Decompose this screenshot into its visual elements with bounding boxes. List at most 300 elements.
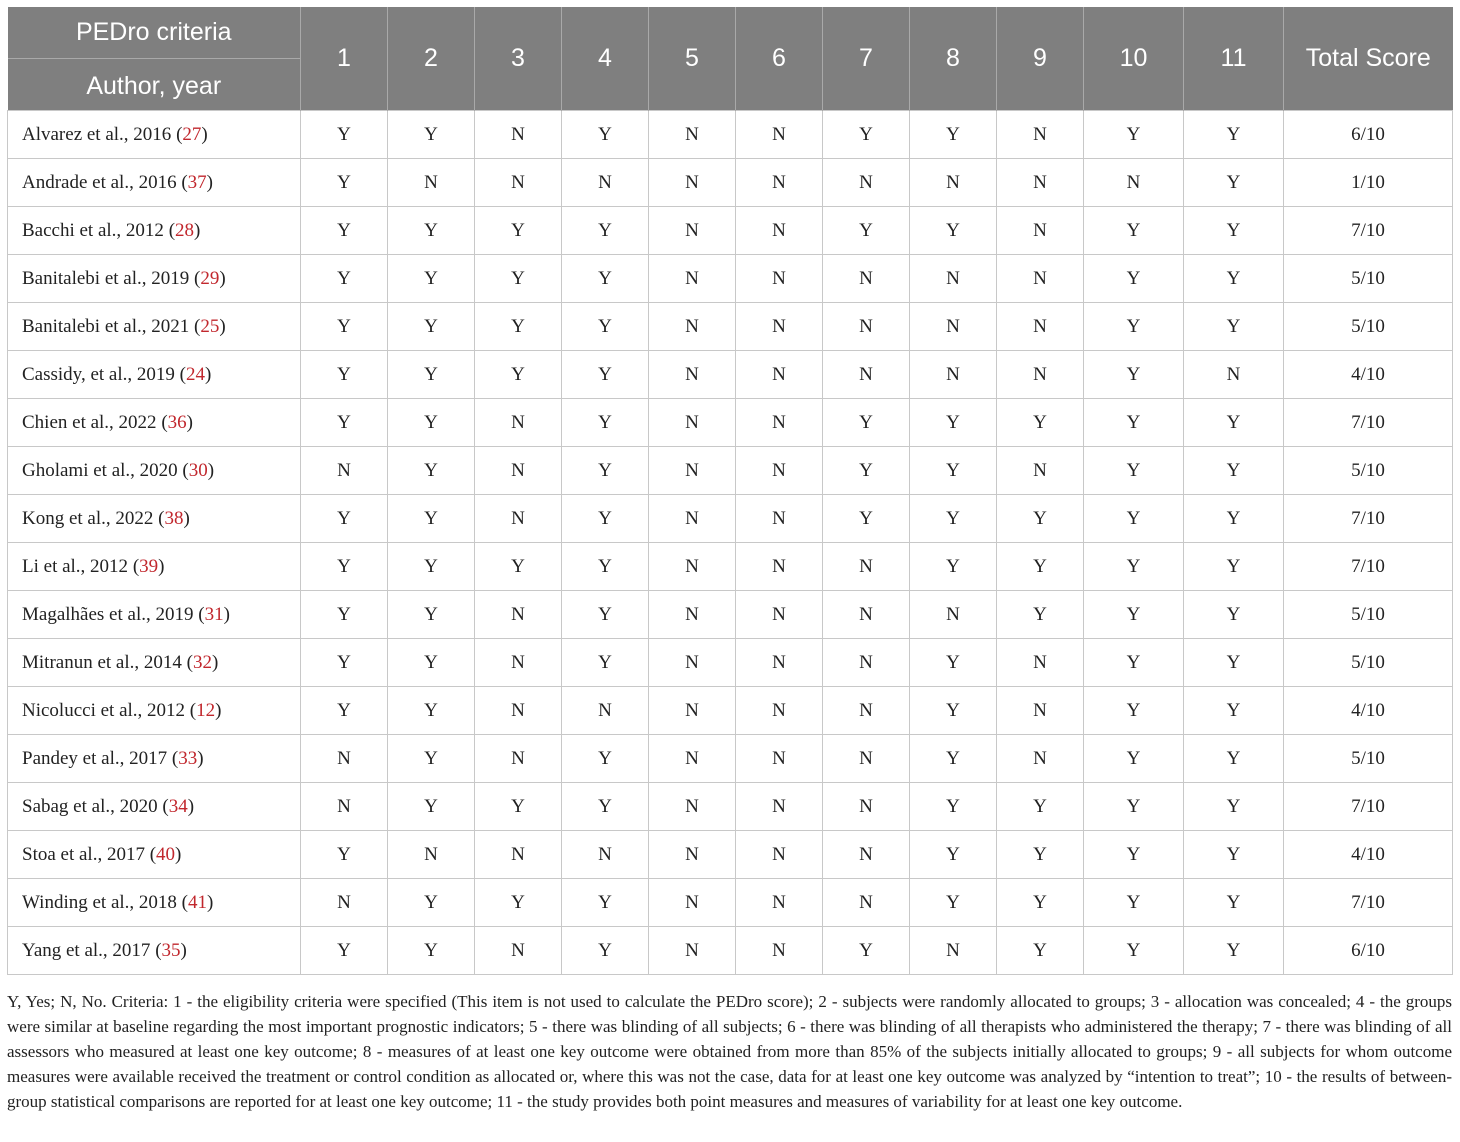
criterion-3-cell: N [475, 687, 562, 735]
criterion-1-cell: Y [301, 687, 388, 735]
reference-link[interactable]: 32 [192, 651, 212, 673]
table-row [8, 783, 1453, 831]
table-row [8, 255, 1453, 303]
criterion-5-cell: N [649, 255, 736, 303]
criterion-4-cell: Y [562, 495, 649, 543]
criterion-4-cell: Y [562, 783, 649, 831]
table-row [8, 543, 1453, 591]
criterion-5-cell: N [649, 831, 736, 879]
criterion-8-cell: N [910, 591, 997, 639]
criterion-5-cell: N [649, 495, 736, 543]
author-name: Banitalebi et al., 2019 [22, 267, 190, 289]
author-cell: Kong et al., 2022 (38) [8, 495, 301, 543]
criterion-1-cell: Y [301, 591, 388, 639]
criterion-2-cell: Y [388, 687, 475, 735]
criterion-6-cell: N [736, 207, 823, 255]
criterion-4-cell: Y [562, 927, 649, 975]
criterion-5-cell: N [649, 927, 736, 975]
criterion-10-cell: Y [1084, 207, 1184, 255]
criterion-7-cell: N [823, 303, 910, 351]
author-cell: Nicolucci et al., 2012 (12) [8, 687, 301, 735]
reference-link[interactable]: 39 [139, 555, 159, 577]
criterion-4-cell: Y [562, 543, 649, 591]
author-cell: Alvarez et al., 2016 (27) [8, 111, 301, 159]
author-name: Stoa et al., 2017 [22, 843, 145, 865]
criterion-3-cell: N [475, 591, 562, 639]
criterion-9-cell: N [997, 639, 1084, 687]
author-cell: Chien et al., 2022 (36) [8, 399, 301, 447]
criterion-7-cell: N [823, 159, 910, 207]
criterion-1-cell: N [301, 447, 388, 495]
header-criterion-7: 7 [823, 7, 910, 111]
criterion-10-cell: Y [1084, 927, 1184, 975]
criterion-10-cell: Y [1084, 255, 1184, 303]
criterion-7-cell: N [823, 639, 910, 687]
criterion-8-cell: Y [910, 735, 997, 783]
criterion-1-cell: Y [301, 639, 388, 687]
criterion-6-cell: N [736, 255, 823, 303]
author-cell: Li et al., 2012 (39) [8, 543, 301, 591]
criterion-11-cell: Y [1184, 879, 1284, 927]
criterion-6-cell: N [736, 111, 823, 159]
criterion-11-cell: Y [1184, 543, 1284, 591]
criterion-7-cell: N [823, 783, 910, 831]
total-score-cell: 7/10 [1284, 543, 1453, 591]
criterion-4-cell: Y [562, 735, 649, 783]
criterion-7-cell: N [823, 591, 910, 639]
reference-link[interactable]: 40 [156, 843, 176, 865]
author-cell: Mitranun et al., 2014 (32) [8, 639, 301, 687]
criterion-2-cell: Y [388, 639, 475, 687]
header-criterion-8: 8 [910, 7, 997, 111]
criterion-6-cell: N [736, 831, 823, 879]
criterion-5-cell: N [649, 783, 736, 831]
criterion-8-cell: Y [910, 783, 997, 831]
criterion-8-cell: N [910, 927, 997, 975]
reference-link[interactable]: 41 [187, 891, 207, 913]
criterion-3-cell: N [475, 735, 562, 783]
criterion-5-cell: N [649, 351, 736, 399]
criterion-10-cell: Y [1084, 831, 1184, 879]
criterion-6-cell: N [736, 927, 823, 975]
total-score-cell: 6/10 [1284, 111, 1453, 159]
criterion-3-cell: N [475, 639, 562, 687]
reference-link[interactable]: 37 [187, 171, 207, 193]
criterion-9-cell: Y [997, 831, 1084, 879]
criterion-5-cell: N [649, 639, 736, 687]
criterion-1-cell: Y [301, 111, 388, 159]
criterion-2-cell: Y [388, 735, 475, 783]
criterion-6-cell: N [736, 303, 823, 351]
author-cell: Stoa et al., 2017 (40) [8, 831, 301, 879]
criterion-1-cell: Y [301, 159, 388, 207]
criterion-11-cell: Y [1184, 255, 1284, 303]
author-cell: Gholami et al., 2020 (30) [8, 447, 301, 495]
criterion-6-cell: N [736, 399, 823, 447]
author-name: Banitalebi et al., 2021 [22, 315, 190, 337]
criterion-5-cell: N [649, 399, 736, 447]
criterion-2-cell: Y [388, 303, 475, 351]
table-row [8, 399, 1453, 447]
reference-link[interactable]: 24 [185, 363, 205, 385]
total-score-cell: 5/10 [1284, 639, 1453, 687]
criterion-9-cell: N [997, 303, 1084, 351]
criterion-1-cell: N [301, 879, 388, 927]
author-cell: Cassidy, et al., 2019 (24) [8, 351, 301, 399]
author-name: Cassidy, et al., 2019 [22, 363, 175, 385]
criterion-9-cell: N [997, 735, 1084, 783]
total-score-cell: 7/10 [1284, 399, 1453, 447]
total-score-cell: 7/10 [1284, 207, 1453, 255]
criterion-9-cell: Y [997, 591, 1084, 639]
criterion-11-cell: Y [1184, 495, 1284, 543]
criterion-4-cell: Y [562, 255, 649, 303]
criterion-4-cell: N [562, 159, 649, 207]
table-row [8, 927, 1453, 975]
criterion-5-cell: N [649, 303, 736, 351]
author-cell: Sabag et al., 2020 (34) [8, 783, 301, 831]
criterion-8-cell: N [910, 351, 997, 399]
criterion-7-cell: N [823, 351, 910, 399]
criterion-3-cell: Y [475, 255, 562, 303]
criterion-5-cell: N [649, 591, 736, 639]
criterion-3-cell: N [475, 447, 562, 495]
header-criterion-9: 9 [997, 7, 1084, 111]
table-row [8, 735, 1453, 783]
criterion-3-cell: Y [475, 879, 562, 927]
total-score-cell: 5/10 [1284, 735, 1453, 783]
criterion-11-cell: Y [1184, 207, 1284, 255]
criterion-7-cell: N [823, 735, 910, 783]
header-criterion-5: 5 [649, 7, 736, 111]
reference-link[interactable]: 36 [167, 411, 187, 433]
author-cell: Banitalebi et al., 2021 (25) [8, 303, 301, 351]
criterion-8-cell: Y [910, 879, 997, 927]
criterion-5-cell: N [649, 159, 736, 207]
criterion-9-cell: Y [997, 927, 1084, 975]
reference-link[interactable]: 12 [196, 699, 216, 721]
criterion-4-cell: Y [562, 399, 649, 447]
author-name: Bacchi et al., 2012 [22, 219, 164, 241]
criterion-2-cell: Y [388, 927, 475, 975]
header-total-score: Total Score [1284, 7, 1453, 111]
criterion-5-cell: N [649, 447, 736, 495]
table-row [8, 207, 1453, 255]
criterion-3-cell: N [475, 495, 562, 543]
criterion-3-cell: N [475, 159, 562, 207]
author-name: Chien et al., 2022 [22, 411, 157, 433]
criterion-11-cell: Y [1184, 831, 1284, 879]
table-row [8, 159, 1453, 207]
reference-link[interactable]: 38 [164, 507, 184, 529]
table-row [8, 879, 1453, 927]
criterion-7-cell: N [823, 879, 910, 927]
criterion-1-cell: Y [301, 303, 388, 351]
criterion-10-cell: Y [1084, 495, 1184, 543]
table-footnote: Y, Yes; N, No. Criteria: 1 - the eligibility criteria were specified (This item is not used to calculate the PEDro score); 2 - subjects were randomly allocated to groups; 3 - allocation was concealed; 4 - the groups were similar at baseline regarding the most important prognostic indicators; 5 - there was blinding of all subjects; 6 - there was blinding of all therapists who administered the therapy; 7 - there was blinding of all assessors who measured at least one key outcome; 8 - measures of at least one key outcome were obtained from more than 85% of the subjects initially allocated to groups; 9 - all subjects for whom outcome measures were available received the treatment or control condition as allocated or, where this was not the case, data for at least one key outcome was analyzed by “intention to treat”; 10 - the results of between-group statistical comparisons are reported for at least one key outcome; 11 - the study provides both point measures and measures of variability for at least one key outcome. [7, 992, 1452, 1111]
criterion-6-cell: N [736, 447, 823, 495]
criterion-8-cell: Y [910, 447, 997, 495]
criterion-6-cell: N [736, 543, 823, 591]
criterion-8-cell: Y [910, 111, 997, 159]
author-name: Nicolucci et al., 2012 [22, 699, 186, 721]
criterion-2-cell: Y [388, 543, 475, 591]
author-cell: Pandey et al., 2017 (33) [8, 735, 301, 783]
criterion-4-cell: Y [562, 639, 649, 687]
criterion-11-cell: Y [1184, 111, 1284, 159]
criterion-8-cell: Y [910, 543, 997, 591]
total-score-cell: 4/10 [1284, 351, 1453, 399]
criterion-3-cell: Y [475, 351, 562, 399]
table-row [8, 303, 1453, 351]
total-score-cell: 6/10 [1284, 927, 1453, 975]
criterion-4-cell: Y [562, 111, 649, 159]
author-cell: Winding et al., 2018 (41) [8, 879, 301, 927]
criterion-1-cell: Y [301, 399, 388, 447]
criterion-1-cell: Y [301, 831, 388, 879]
criterion-3-cell: N [475, 399, 562, 447]
criterion-6-cell: N [736, 351, 823, 399]
criterion-8-cell: Y [910, 207, 997, 255]
author-cell: Banitalebi et al., 2019 (29) [8, 255, 301, 303]
criterion-5-cell: N [649, 543, 736, 591]
criterion-4-cell: Y [562, 351, 649, 399]
criterion-6-cell: N [736, 159, 823, 207]
author-name: Yang et al., 2017 [22, 939, 151, 961]
criterion-5-cell: N [649, 111, 736, 159]
criterion-1-cell: N [301, 783, 388, 831]
pedro-table-container [7, 7, 1452, 975]
reference-link[interactable]: 31 [204, 603, 224, 625]
criteria-label: PEDro criteria [8, 7, 301, 59]
criterion-5-cell: N [649, 735, 736, 783]
header-criterion-4: 4 [562, 7, 649, 111]
criterion-6-cell: N [736, 879, 823, 927]
header-criterion-10: 10 [1084, 7, 1184, 111]
criterion-3-cell: Y [475, 207, 562, 255]
criterion-7-cell: Y [823, 399, 910, 447]
criterion-3-cell: N [475, 927, 562, 975]
criterion-2-cell: Y [388, 495, 475, 543]
criterion-2-cell: Y [388, 255, 475, 303]
header-criterion-11: 11 [1184, 7, 1284, 111]
author-label: Author, year [86, 72, 222, 100]
reference-link[interactable]: 35 [161, 939, 181, 961]
criterion-4-cell: Y [562, 591, 649, 639]
criterion-2-cell: Y [388, 207, 475, 255]
criterion-10-cell: Y [1084, 879, 1184, 927]
criterion-5-cell: N [649, 879, 736, 927]
author-name: Pandey et al., 2017 [22, 747, 168, 769]
criterion-4-cell: Y [562, 303, 649, 351]
total-score-cell: 7/10 [1284, 495, 1453, 543]
author-name: Kong et al., 2022 [22, 507, 154, 529]
criterion-7-cell: Y [823, 495, 910, 543]
criterion-8-cell: Y [910, 687, 997, 735]
total-score-cell: 5/10 [1284, 303, 1453, 351]
criterion-10-cell: Y [1084, 111, 1184, 159]
table-row [8, 591, 1453, 639]
criterion-8-cell: N [910, 255, 997, 303]
total-score-cell: 4/10 [1284, 831, 1453, 879]
criterion-11-cell: Y [1184, 639, 1284, 687]
table-row [8, 447, 1453, 495]
criterion-1-cell: Y [301, 207, 388, 255]
author-name: Magalhães et al., 2019 [22, 603, 194, 625]
criterion-2-cell: Y [388, 591, 475, 639]
table-row [8, 495, 1453, 543]
author-cell: Magalhães et al., 2019 (31) [8, 591, 301, 639]
total-score-cell: 1/10 [1284, 159, 1453, 207]
criterion-7-cell: Y [823, 447, 910, 495]
criterion-6-cell: N [736, 495, 823, 543]
reference-link[interactable]: 28 [175, 219, 195, 241]
criterion-1-cell: N [301, 735, 388, 783]
author-name: Winding et al., 2018 [22, 891, 177, 913]
header-criterion-1: 1 [301, 7, 388, 111]
criterion-11-cell: Y [1184, 447, 1284, 495]
criterion-7-cell: N [823, 687, 910, 735]
criterion-7-cell: N [823, 831, 910, 879]
pedro-table [7, 7, 1453, 975]
table-header [8, 7, 1453, 111]
criterion-4-cell: Y [562, 879, 649, 927]
criterion-4-cell: N [562, 687, 649, 735]
criterion-11-cell: Y [1184, 927, 1284, 975]
criterion-6-cell: N [736, 639, 823, 687]
criterion-10-cell: Y [1084, 303, 1184, 351]
reference-link[interactable]: 27 [182, 123, 202, 145]
criterion-3-cell: N [475, 111, 562, 159]
total-score-cell: 5/10 [1284, 255, 1453, 303]
reference-link[interactable]: 29 [200, 267, 220, 289]
total-score-cell: 5/10 [1284, 591, 1453, 639]
header-criterion-6: 6 [736, 7, 823, 111]
criterion-11-cell: Y [1184, 591, 1284, 639]
criterion-10-cell: Y [1084, 687, 1184, 735]
criterion-3-cell: Y [475, 543, 562, 591]
reference-link[interactable]: 30 [188, 459, 208, 481]
criterion-8-cell: Y [910, 639, 997, 687]
criterion-6-cell: N [736, 591, 823, 639]
author-name: Gholami et al., 2020 [22, 459, 178, 481]
criterion-7-cell: N [823, 543, 910, 591]
criterion-10-cell: Y [1084, 399, 1184, 447]
total-score-cell: 5/10 [1284, 447, 1453, 495]
criterion-7-cell: Y [823, 927, 910, 975]
criterion-2-cell: Y [388, 447, 475, 495]
criterion-6-cell: N [736, 783, 823, 831]
criterion-11-cell: Y [1184, 735, 1284, 783]
table-row [8, 687, 1453, 735]
criterion-2-cell: Y [388, 783, 475, 831]
criterion-11-cell: Y [1184, 159, 1284, 207]
criterion-1-cell: Y [301, 351, 388, 399]
table-row [8, 639, 1453, 687]
criterion-2-cell: Y [388, 879, 475, 927]
criterion-10-cell: N [1084, 159, 1184, 207]
criterion-9-cell: N [997, 159, 1084, 207]
criterion-9-cell: N [997, 447, 1084, 495]
criterion-8-cell: N [910, 303, 997, 351]
criterion-10-cell: Y [1084, 351, 1184, 399]
criterion-9-cell: Y [997, 495, 1084, 543]
header-criterion-2: 2 [388, 7, 475, 111]
criterion-9-cell: N [997, 687, 1084, 735]
header-label-cell [8, 7, 301, 111]
criterion-1-cell: Y [301, 927, 388, 975]
criterion-11-cell: Y [1184, 303, 1284, 351]
criterion-9-cell: N [997, 111, 1084, 159]
criterion-10-cell: Y [1084, 639, 1184, 687]
criterion-2-cell: Y [388, 111, 475, 159]
author-name: Andrade et al., 2016 [22, 171, 177, 193]
criterion-9-cell: Y [997, 879, 1084, 927]
criterion-9-cell: N [997, 351, 1084, 399]
criterion-11-cell: N [1184, 351, 1284, 399]
author-name: Mitranun et al., 2014 [22, 651, 182, 673]
table-body [8, 111, 1453, 975]
criterion-3-cell: Y [475, 783, 562, 831]
author-cell: Bacchi et al., 2012 (28) [8, 207, 301, 255]
criterion-9-cell: Y [997, 543, 1084, 591]
criterion-8-cell: Y [910, 399, 997, 447]
criterion-2-cell: N [388, 159, 475, 207]
criterion-9-cell: Y [997, 783, 1084, 831]
table-row [8, 111, 1453, 159]
author-name: Alvarez et al., 2016 [22, 123, 172, 145]
table-row [8, 351, 1453, 399]
reference-link[interactable]: 33 [178, 747, 198, 769]
total-score-cell: 4/10 [1284, 687, 1453, 735]
criterion-8-cell: N [910, 159, 997, 207]
criterion-2-cell: Y [388, 351, 475, 399]
criterion-4-cell: Y [562, 207, 649, 255]
criterion-6-cell: N [736, 735, 823, 783]
criterion-10-cell: Y [1084, 735, 1184, 783]
criterion-1-cell: Y [301, 255, 388, 303]
criterion-11-cell: Y [1184, 783, 1284, 831]
criterion-10-cell: Y [1084, 783, 1184, 831]
criterion-2-cell: N [388, 831, 475, 879]
criterion-8-cell: Y [910, 495, 997, 543]
reference-link[interactable]: 34 [168, 795, 188, 817]
author-cell: Yang et al., 2017 (35) [8, 927, 301, 975]
criterion-3-cell: N [475, 831, 562, 879]
criterion-7-cell: Y [823, 207, 910, 255]
header-criterion-3: 3 [475, 7, 562, 111]
criterion-1-cell: Y [301, 495, 388, 543]
criterion-8-cell: Y [910, 831, 997, 879]
criterion-5-cell: N [649, 687, 736, 735]
criterion-9-cell: N [997, 207, 1084, 255]
criterion-10-cell: Y [1084, 447, 1184, 495]
criterion-7-cell: N [823, 255, 910, 303]
reference-link[interactable]: 25 [200, 315, 220, 337]
criterion-11-cell: Y [1184, 687, 1284, 735]
criterion-6-cell: N [736, 687, 823, 735]
criterion-2-cell: Y [388, 399, 475, 447]
criterion-4-cell: N [562, 831, 649, 879]
author-name: Li et al., 2012 [22, 555, 129, 577]
criterion-9-cell: N [997, 255, 1084, 303]
criterion-10-cell: Y [1084, 543, 1184, 591]
criterion-4-cell: Y [562, 447, 649, 495]
author-cell: Andrade et al., 2016 (37) [8, 159, 301, 207]
criterion-10-cell: Y [1084, 591, 1184, 639]
author-name: Sabag et al., 2020 [22, 795, 158, 817]
criterion-3-cell: Y [475, 303, 562, 351]
